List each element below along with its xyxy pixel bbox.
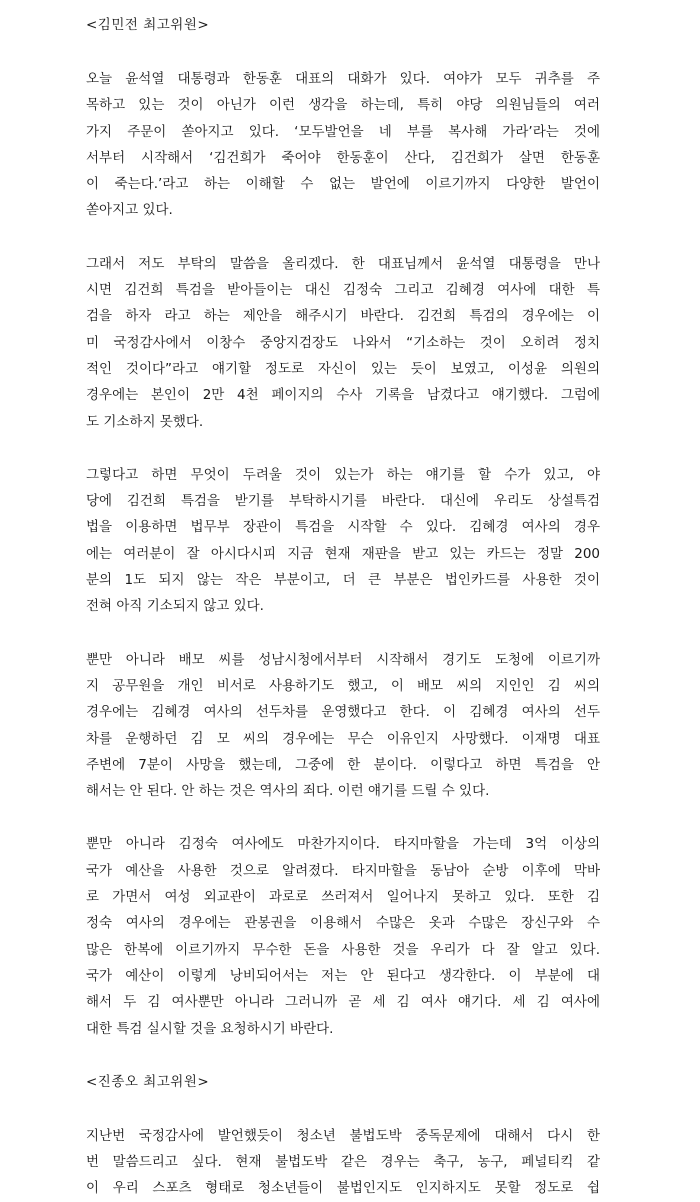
text-line: 검을 하자 라고 하는 제안을 해주시기 바란다. 김건희 특검의 경우에는 이 [86,308,600,325]
text-line: 뿐만 아니라 배모 씨를 성남시청에서부터 시작해서 경기도 도청에 이르기까 [86,651,600,668]
paragraph [86,462,600,620]
text-line: 전혀 아직 기소되지 않고 있다. [86,598,264,615]
text-line: 쏟아지고 있다. [86,202,173,219]
text-line: 주변에 7분이 사망을 했는데, 그중에 한 분이다. 이렇다고 하면 특검을 안 [86,756,600,773]
text-line: 국가 예산을 사용한 것으로 알려졌다. 타지마할을 동남아 순방 이후에 막바 [86,862,600,879]
text-line: 미 국정감사에서 이창수 중앙지검장도 나와서 “기소하는 것이 오히려 정치 [86,334,600,351]
text-line: 시면 김건희 특검을 받아들이는 대신 김정숙 그리고 김혜경 여사에 대한 특 [86,282,600,299]
paragraph [86,66,600,224]
text-line: 이 죽는다.’라고 하는 이해할 수 없는 발언에 이르기까지 다양한 발언이 [86,176,600,193]
text-line: 번 말씀드리고 싶다. 현재 불법도박 같은 경우는 축구, 농구, 페널티킥 같 [86,1154,600,1171]
paragraph [86,251,600,435]
text-line: 서부터 시작해서 ‘김건희가 죽어야 한동훈이 산다, 김건희가 살면 한동훈 [86,149,600,166]
text-line: 많은 한복에 이르기까지 무수한 돈을 사용한 것을 우리가 다 잘 알고 있다. [86,941,600,958]
text-line: 그래서 저도 부탁의 말씀을 올리겠다. 한 대표님께서 윤석열 대통령을 만나 [86,255,600,272]
text-line: 도 기소하지 못했다. [86,413,204,430]
text-line: 오늘 윤석열 대통령과 한동훈 대표의 대화가 있다. 여야가 모두 귀추를 주 [86,71,600,87]
text-line: 차를 운행하던 김 모 씨의 경우에는 무슨 이유인지 사망했다. 이재명 대표 [86,730,600,747]
text-line: 대한 특검 실시할 것을 요청하시기 바란다. [86,1020,334,1037]
text-line: 해서는 안 된다. 안 하는 것은 역사의 죄다. 이런 얘기를 드릴 수 있다. [86,783,490,800]
text-line: 지난번 국정감사에 발언했듯이 청소년 불법도박 중독문제에 대해서 다시 한 [86,1127,600,1144]
text-line: 법을 이용하면 법무부 장관이 특검을 시작할 수 있다. 김혜경 여사의 경우 [86,519,600,536]
text-line: 경우에는 본인이 2만 4천 페이지의 수사 기록을 남겼다고 얘기했다. 그럼에 [86,387,600,404]
text-line: 당에 김건희 특검을 받기를 부탁하시기를 바란다. 대신에 우리도 상설특검 [86,493,600,510]
text-line: 뿐만 아니라 김정숙 여사에도 마찬가지이다. 타지마할을 가는데 3억 이상의 [86,836,600,853]
text-line: 분의 1도 되지 않는 작은 부분이고, 더 큰 부분은 법인카드를 사용한 것이 [86,572,600,589]
paragraph [86,1123,600,1202]
text-line: 경우에는 김혜경 여사의 선두차를 운영했다고 한다. 이 김혜경 여사의 선두 [86,704,600,721]
paragraph [86,647,600,805]
paragraph [86,831,600,1041]
text-line: 국가 예산이 이렇게 낭비되어서는 저는 안 된다고 생각한다. 이 부분에 대 [86,967,600,984]
text-line: 정숙 여사의 경우에는 관봉권을 이용해서 수많은 옷과 수많은 장신구와 수 [86,915,600,932]
text-line: 가지 주문이 쏟아지고 있다. ‘모두발언을 네 부를 복사해 가라’라는 것에 [86,123,600,140]
text-line: 이 우리 스포츠 형태로 청소년들이 불법인지도 인지하지도 못할 정도로 쉽 [86,1180,600,1197]
text-line: 해서 두 김 여사뿐만 아니라 그러니까 곧 세 김 여사 얘기다. 세 김 여사에 [86,994,600,1011]
text-line: 그렇다고 하면 무엇이 두려울 것이 있는가 하는 얘기를 할 수가 있고, 야 [86,466,600,483]
text-line: 로 가면서 여성 외교관이 과로로 쓰러져서 일어나지 못하고 있다. 또한 김 [86,889,600,906]
speaker-heading: <진종오 최고위원> [86,1073,210,1090]
text-line: 목하고 있는 것이 아닌가 이런 생각을 하는데, 특히 야당 의원님들의 여러 [86,97,600,114]
text-line: 지 공무원을 개인 비서로 사용하기도 했고, 이 배모 씨의 지인인 김 씨의 [86,677,600,694]
speaker-heading: <김민전 최고위원> [86,17,210,33]
text-line: 에는 여러분이 잘 아시다시피 지금 현재 재판을 받고 있는 카드는 정말 200 [86,545,600,562]
text-line: 적인 것이다”라고 얘기할 정도로 자신이 있는 듯이 보였고, 이성윤 의원의 [86,360,600,377]
